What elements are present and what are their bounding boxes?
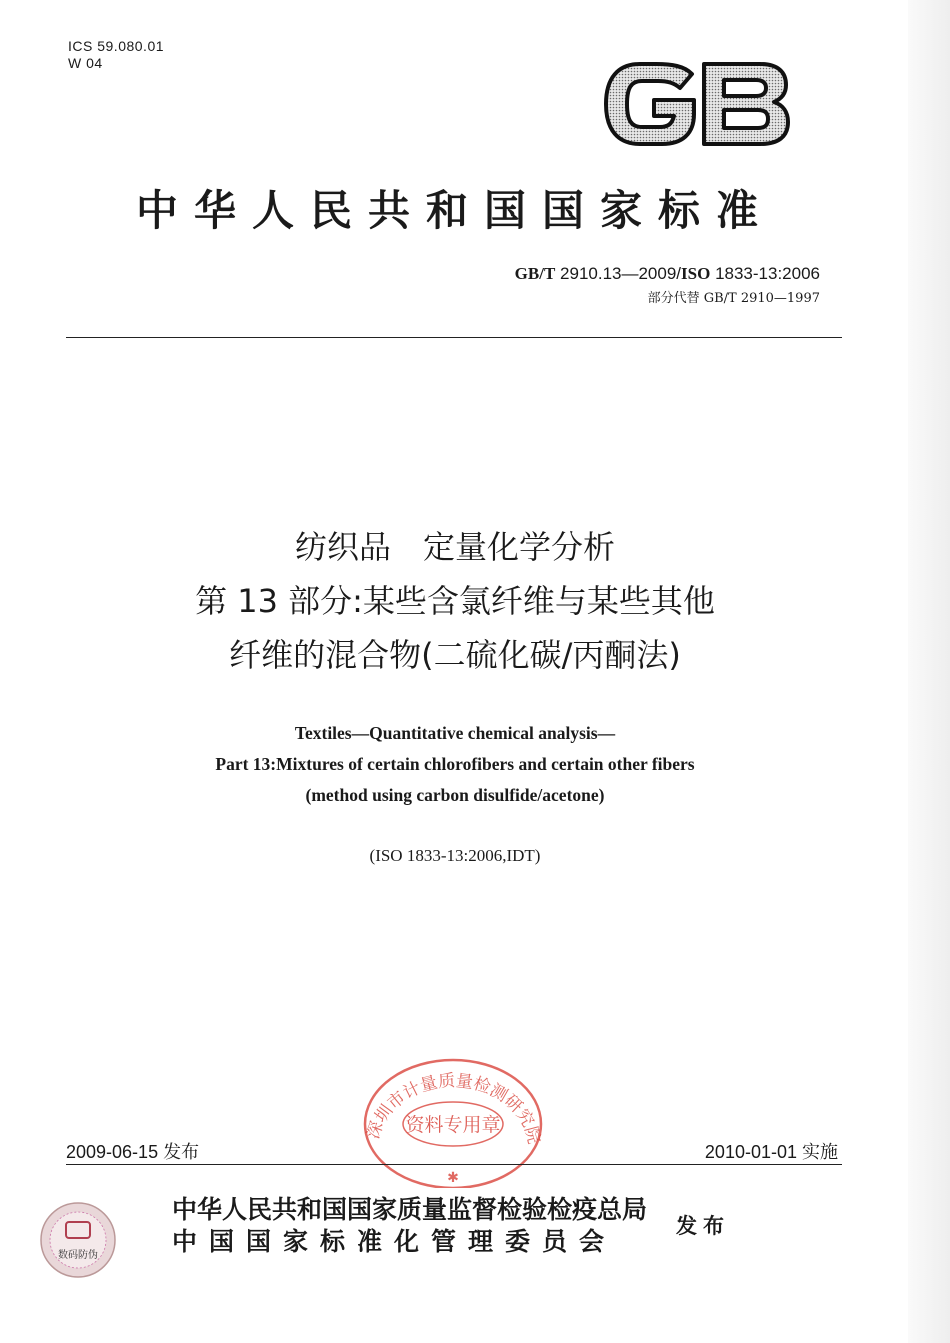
issuer-sac: 中国国家标准化管理委员会 bbox=[172, 1227, 617, 1256]
anti-counterfeit-label: 数码防伪 bbox=[58, 1250, 98, 1261]
reference-stamp bbox=[360, 1048, 545, 1188]
footer-divider bbox=[66, 1164, 842, 1165]
stamp-star-icon: ✱ bbox=[447, 1170, 459, 1186]
replacement-note: 部分代替 GB/T 2910—1997 bbox=[647, 291, 820, 306]
anti-counterfeit-seal bbox=[38, 1200, 118, 1280]
english-title-line-1: Textiles—Quantitative chemical analysis— bbox=[294, 723, 616, 743]
chinese-title-line-1: 纺织品 定量化学分析 bbox=[294, 528, 615, 566]
gb-logo bbox=[600, 54, 792, 150]
english-title-line-2: Part 13:Mixtures of certain chlorofibers and certain other fibers bbox=[215, 754, 695, 774]
standard-code: 2910.13—2009/ bbox=[560, 264, 682, 283]
chinese-title-line-3: 纤维的混合物(二硫化碳/丙酮法) bbox=[229, 636, 681, 674]
header-divider bbox=[66, 337, 842, 338]
iso-equivalence: (ISO 1833-13:2006,IDT) bbox=[369, 846, 541, 865]
issue-date: 2009-06-15 发布 bbox=[66, 1142, 200, 1162]
stamp-outer-text: 深圳市计量质量检测研究院 bbox=[363, 1071, 544, 1146]
issue-label: 发布 bbox=[676, 1214, 730, 1238]
issuing-authorities bbox=[172, 1194, 647, 1258]
standard-prefix: GB/T bbox=[514, 264, 556, 283]
classification-code: W 04 bbox=[68, 55, 103, 71]
english-title-line-3: (method using carbon disulfide/acetone) bbox=[305, 785, 605, 805]
iso-label: ISO bbox=[681, 264, 711, 283]
gb-logo-text: GB bbox=[696, 54, 698, 55]
national-standard-title: 中华人民共和国国家标准 bbox=[135, 186, 774, 235]
issuer-aqsiq: 中华人民共和国国家质量监督检验检疫总局 bbox=[172, 1195, 648, 1224]
english-title bbox=[60, 718, 850, 811]
implementation-date: 2010-01-01 实施 bbox=[704, 1142, 838, 1162]
standard-number bbox=[515, 264, 820, 284]
chinese-title-line-2: 第 13 部分:某些含氯纤维与某些其他 bbox=[195, 582, 715, 620]
iso-code: 1833-13:2006 bbox=[715, 264, 820, 283]
stamp-inner-text: 资料专用章 bbox=[405, 1114, 501, 1136]
scan-edge-strip bbox=[908, 0, 950, 1343]
chinese-title bbox=[60, 520, 850, 682]
ics-code: ICS 59.080.01 bbox=[68, 38, 165, 54]
ics-code-block bbox=[68, 38, 164, 72]
